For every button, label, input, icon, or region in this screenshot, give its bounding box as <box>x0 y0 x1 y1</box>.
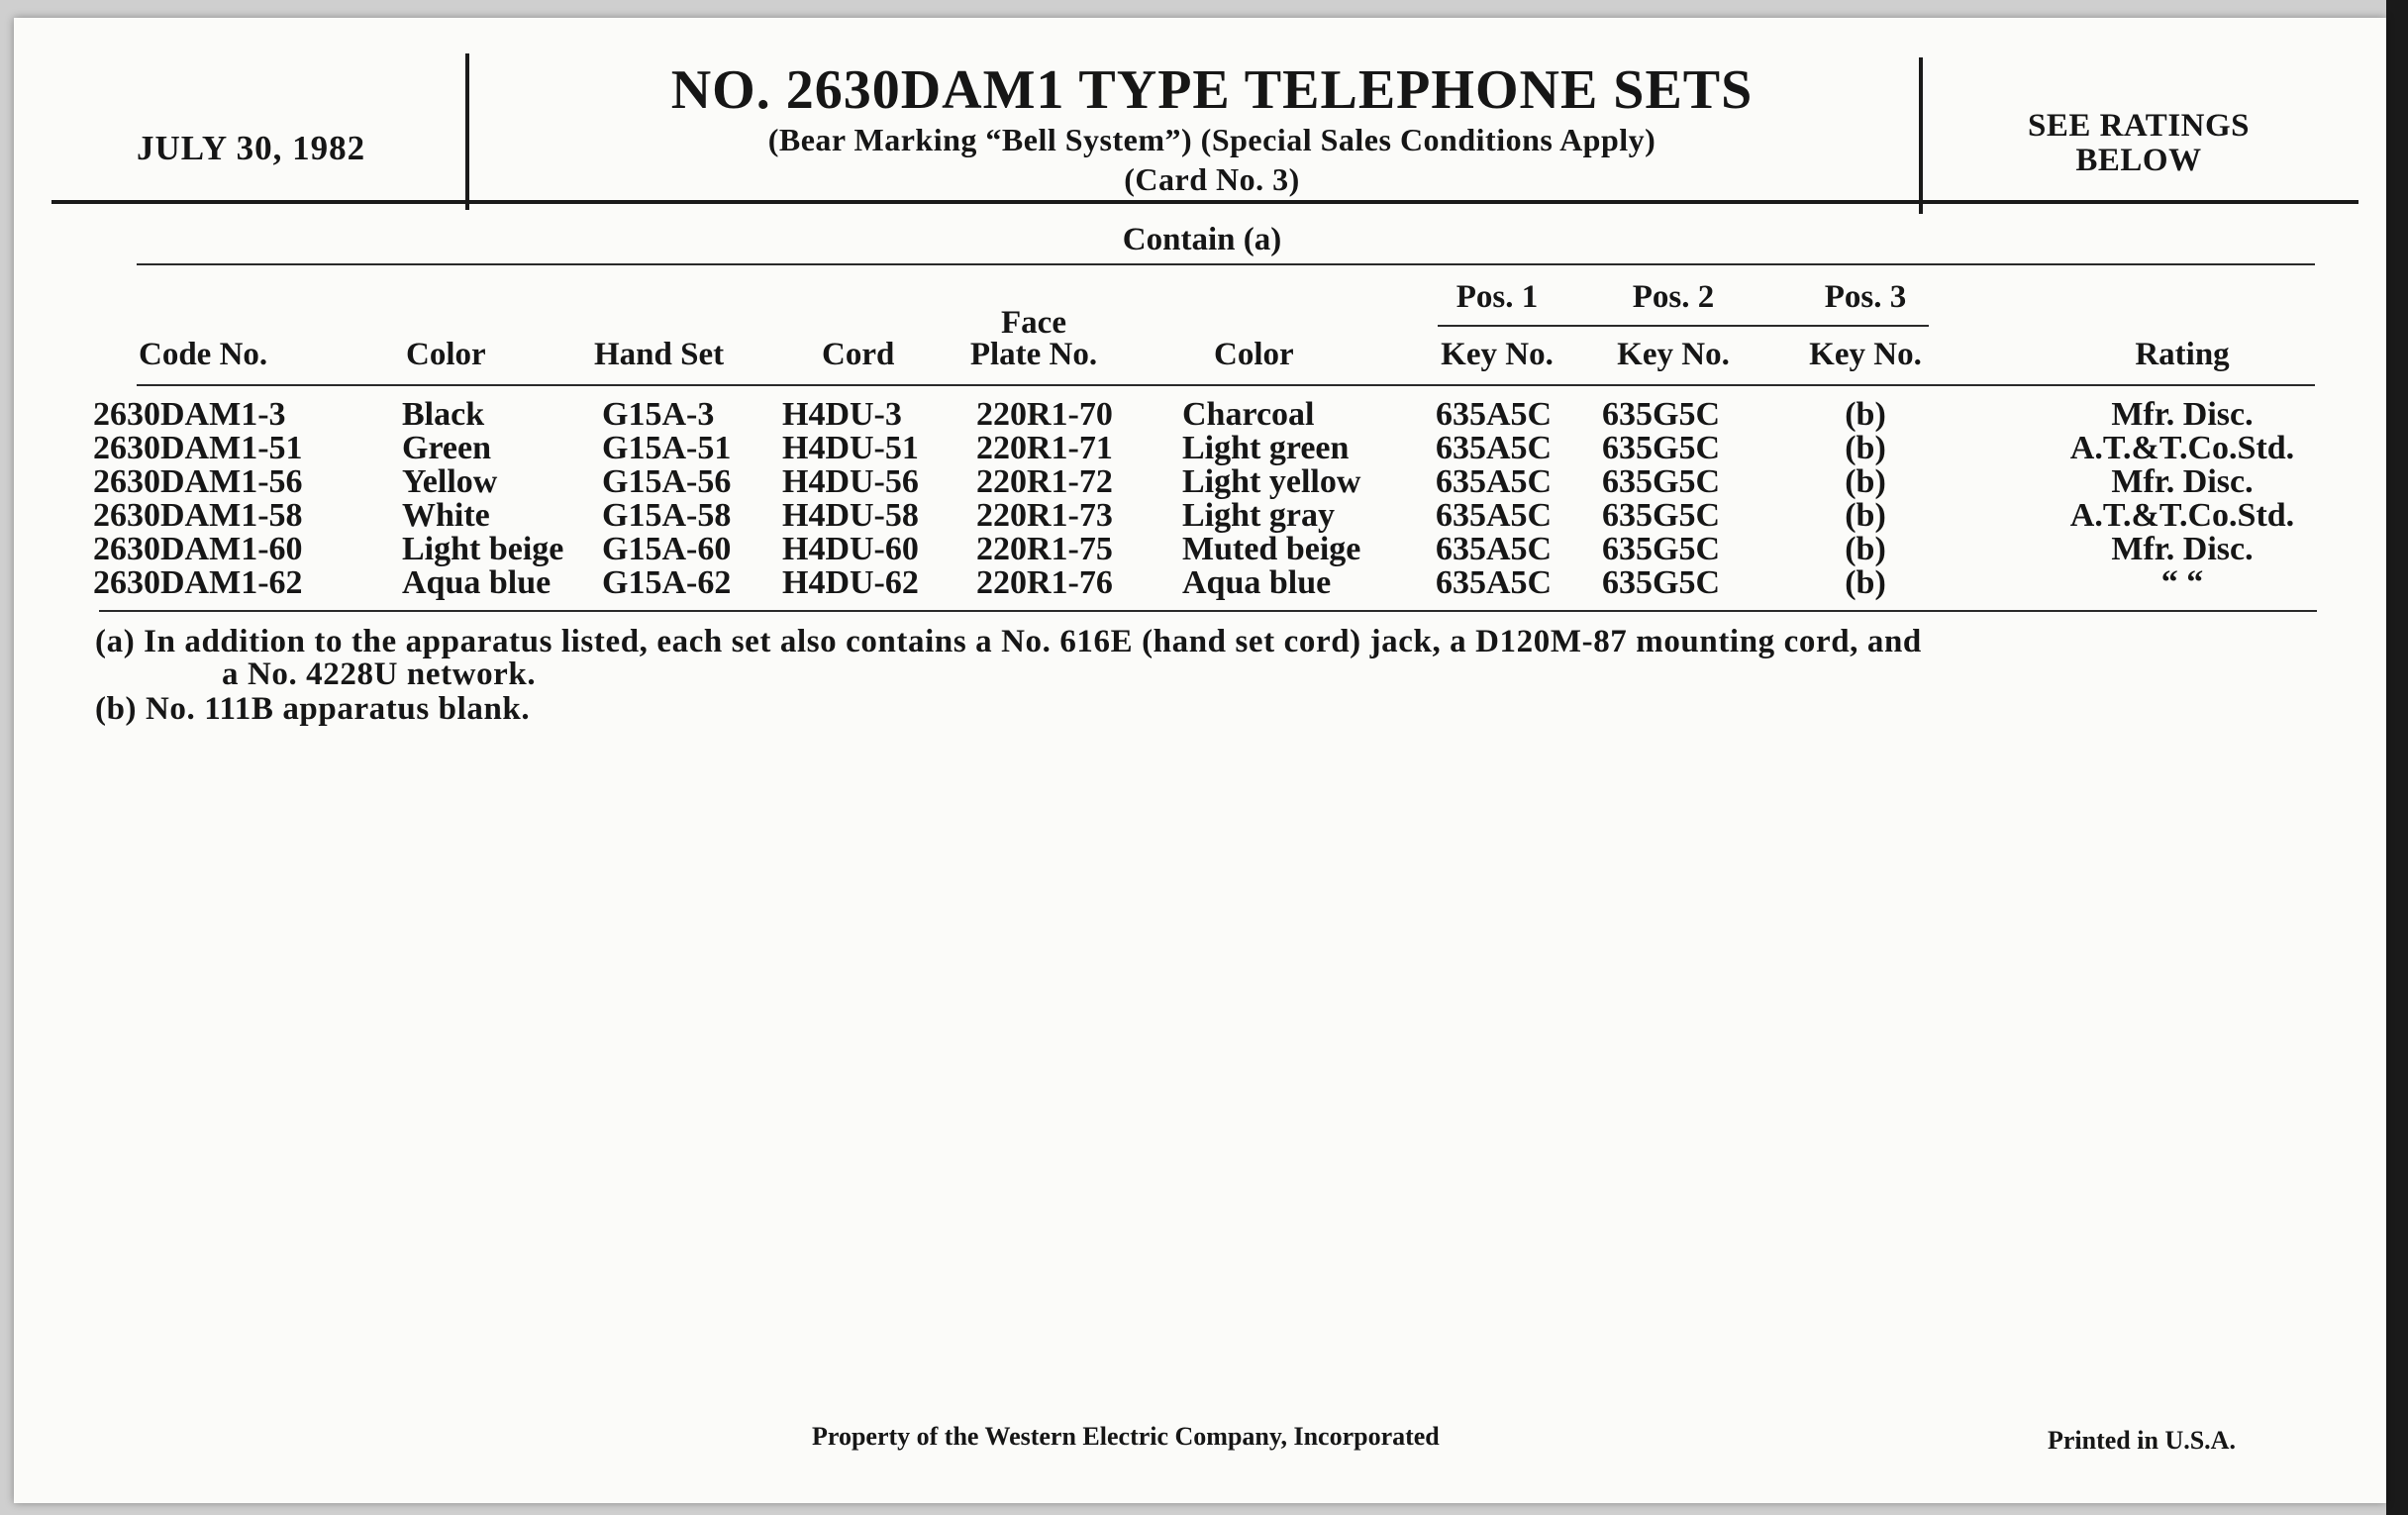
cord-header: Cord <box>822 337 895 372</box>
card-subtitle: (Bear Marking “Bell System”) (Special Sales Conditions Apply) <box>767 121 1656 157</box>
face-plate-cell: 220R1-73 <box>976 497 1113 534</box>
code-cell: 2630DAM1-51 <box>93 430 303 466</box>
card-title: NO. 2630DAM1 TYPE TELEPHONE SETS <box>670 59 1754 121</box>
footer-property: Property of the Western Electric Company, Incorporated <box>812 1422 1440 1451</box>
cord-cell: H4DU-58 <box>782 497 919 534</box>
face-plate-cell: 220R1-76 <box>976 564 1113 601</box>
contain-rule <box>137 263 2315 265</box>
pos3-cell: (b) <box>1845 430 1886 466</box>
face-color-header: Color <box>1214 337 1294 372</box>
pos1-cell: 635A5C <box>1436 531 1553 567</box>
cord-cell: H4DU-62 <box>782 564 919 601</box>
record-card <box>14 18 2386 1503</box>
code-cell: 2630DAM1-56 <box>93 463 303 500</box>
note-a-continued: a No. 4228U network. <box>222 656 537 692</box>
color-cell: Light beige <box>402 531 564 567</box>
see-ratings-note <box>1960 109 2317 177</box>
header-rule <box>51 200 2358 204</box>
hand-set-cell: G15A-58 <box>602 497 732 534</box>
face-plate-cell: 220R1-72 <box>976 463 1113 500</box>
face-color-cell: Light gray <box>1182 497 1335 534</box>
pos2-header: Pos. 2 <box>1632 279 1715 315</box>
rating-cell: A.T.&T.Co.Std. <box>2069 497 2295 534</box>
cord-cell: H4DU-3 <box>782 396 902 433</box>
pos3-cell: (b) <box>1845 497 1886 534</box>
title-block <box>489 61 1935 199</box>
pos1-cell: 635A5C <box>1436 564 1553 601</box>
pos1-cell: 635A5C <box>1436 430 1553 466</box>
face-color-cell: Charcoal <box>1182 396 1315 433</box>
pos-rule <box>1438 325 1929 327</box>
code-cell: 2630DAM1-60 <box>93 531 303 567</box>
pos2-cell: 635G5C <box>1602 564 1720 601</box>
rating-cell: Mfr. Disc. <box>2111 396 2254 433</box>
pos1-header: Pos. 1 <box>1455 279 1539 315</box>
hand-set-cell: G15A-60 <box>602 531 732 567</box>
face-plate-header-top: Face <box>1001 305 1066 341</box>
face-color-cell: Aqua blue <box>1182 564 1332 601</box>
pos3-key-header: Key No. <box>1809 337 1922 372</box>
pos2-cell: 635G5C <box>1602 430 1720 466</box>
hand-set-cell: G15A-51 <box>602 430 732 466</box>
color-cell: Black <box>402 396 485 433</box>
table-row <box>14 432 2386 465</box>
hand-set-cell: G15A-56 <box>602 463 732 500</box>
header-bottom-rule <box>137 384 2315 386</box>
hand-set-header: Hand Set <box>594 337 725 372</box>
rating-cell: A.T.&T.Co.Std. <box>2069 430 2295 466</box>
hand-set-cell: G15A-62 <box>602 564 732 601</box>
face-color-cell: Muted beige <box>1182 531 1361 567</box>
pos1-cell: 635A5C <box>1436 396 1553 433</box>
see-ratings-line2: BELOW <box>2075 142 2202 178</box>
code-cell: 2630DAM1-3 <box>93 396 286 433</box>
face-color-cell: Light yellow <box>1182 463 1361 500</box>
contain-label: Contain (a) <box>1122 222 1282 257</box>
rating-cell: “ “ <box>2160 564 2204 601</box>
cord-cell: H4DU-56 <box>782 463 919 500</box>
note-b: (b) No. 111B apparatus blank. <box>95 691 531 727</box>
table-row <box>14 398 2386 432</box>
face-plate-cell: 220R1-75 <box>976 531 1113 567</box>
face-color-cell: Light green <box>1182 430 1350 466</box>
face-plate-header-bottom: Plate No. <box>969 337 1098 372</box>
pos3-header: Pos. 3 <box>1824 279 1907 315</box>
scanner-edge <box>2386 0 2408 1515</box>
rating-header: Rating <box>2135 337 2230 372</box>
code-no-header: Code No. <box>139 337 268 372</box>
pos2-cell: 635G5C <box>1602 497 1720 534</box>
see-ratings-line1: SEE RATINGS <box>2027 108 2251 144</box>
code-cell: 2630DAM1-58 <box>93 497 303 534</box>
pos3-cell: (b) <box>1845 463 1886 500</box>
table-row <box>14 465 2386 499</box>
color-cell: Green <box>402 430 492 466</box>
table-row <box>14 566 2386 600</box>
table-bottom-rule <box>99 610 2317 612</box>
color-cell: White <box>402 497 490 534</box>
pos2-key-header: Key No. <box>1617 337 1730 372</box>
pos2-cell: 635G5C <box>1602 463 1720 500</box>
rating-cell: Mfr. Disc. <box>2111 531 2254 567</box>
card-number: (Card No. 3) <box>1124 160 1300 197</box>
header-divider-left <box>465 53 469 210</box>
note-a: (a) In addition to the apparatus listed, each set also contains a No. 616E (hand set cord) jack, a D120M-87 mounting cord, and <box>95 624 1922 659</box>
table-row <box>14 533 2386 566</box>
color-cell: Yellow <box>402 463 498 500</box>
card-date: JULY 30, 1982 <box>137 129 366 167</box>
code-cell: 2630DAM1-62 <box>93 564 303 601</box>
face-plate-cell: 220R1-71 <box>976 430 1113 466</box>
pos1-key-header: Key No. <box>1441 337 1554 372</box>
rating-cell: Mfr. Disc. <box>2111 463 2254 500</box>
pos3-cell: (b) <box>1845 564 1886 601</box>
hand-set-cell: G15A-3 <box>602 396 715 433</box>
pos3-cell: (b) <box>1845 531 1886 567</box>
pos1-cell: 635A5C <box>1436 497 1553 534</box>
header-divider-right <box>1919 57 1923 214</box>
table-row <box>14 499 2386 533</box>
pos2-cell: 635G5C <box>1602 396 1720 433</box>
pos2-cell: 635G5C <box>1602 531 1720 567</box>
face-plate-cell: 220R1-70 <box>976 396 1113 433</box>
color-cell: Aqua blue <box>402 564 552 601</box>
cord-cell: H4DU-60 <box>782 531 919 567</box>
pos1-cell: 635A5C <box>1436 463 1553 500</box>
telephone-set-table <box>14 398 2386 600</box>
cord-cell: H4DU-51 <box>782 430 919 466</box>
color-header: Color <box>406 337 486 372</box>
footer-printed: Printed in U.S.A. <box>2048 1426 2236 1455</box>
pos3-cell: (b) <box>1845 396 1886 433</box>
